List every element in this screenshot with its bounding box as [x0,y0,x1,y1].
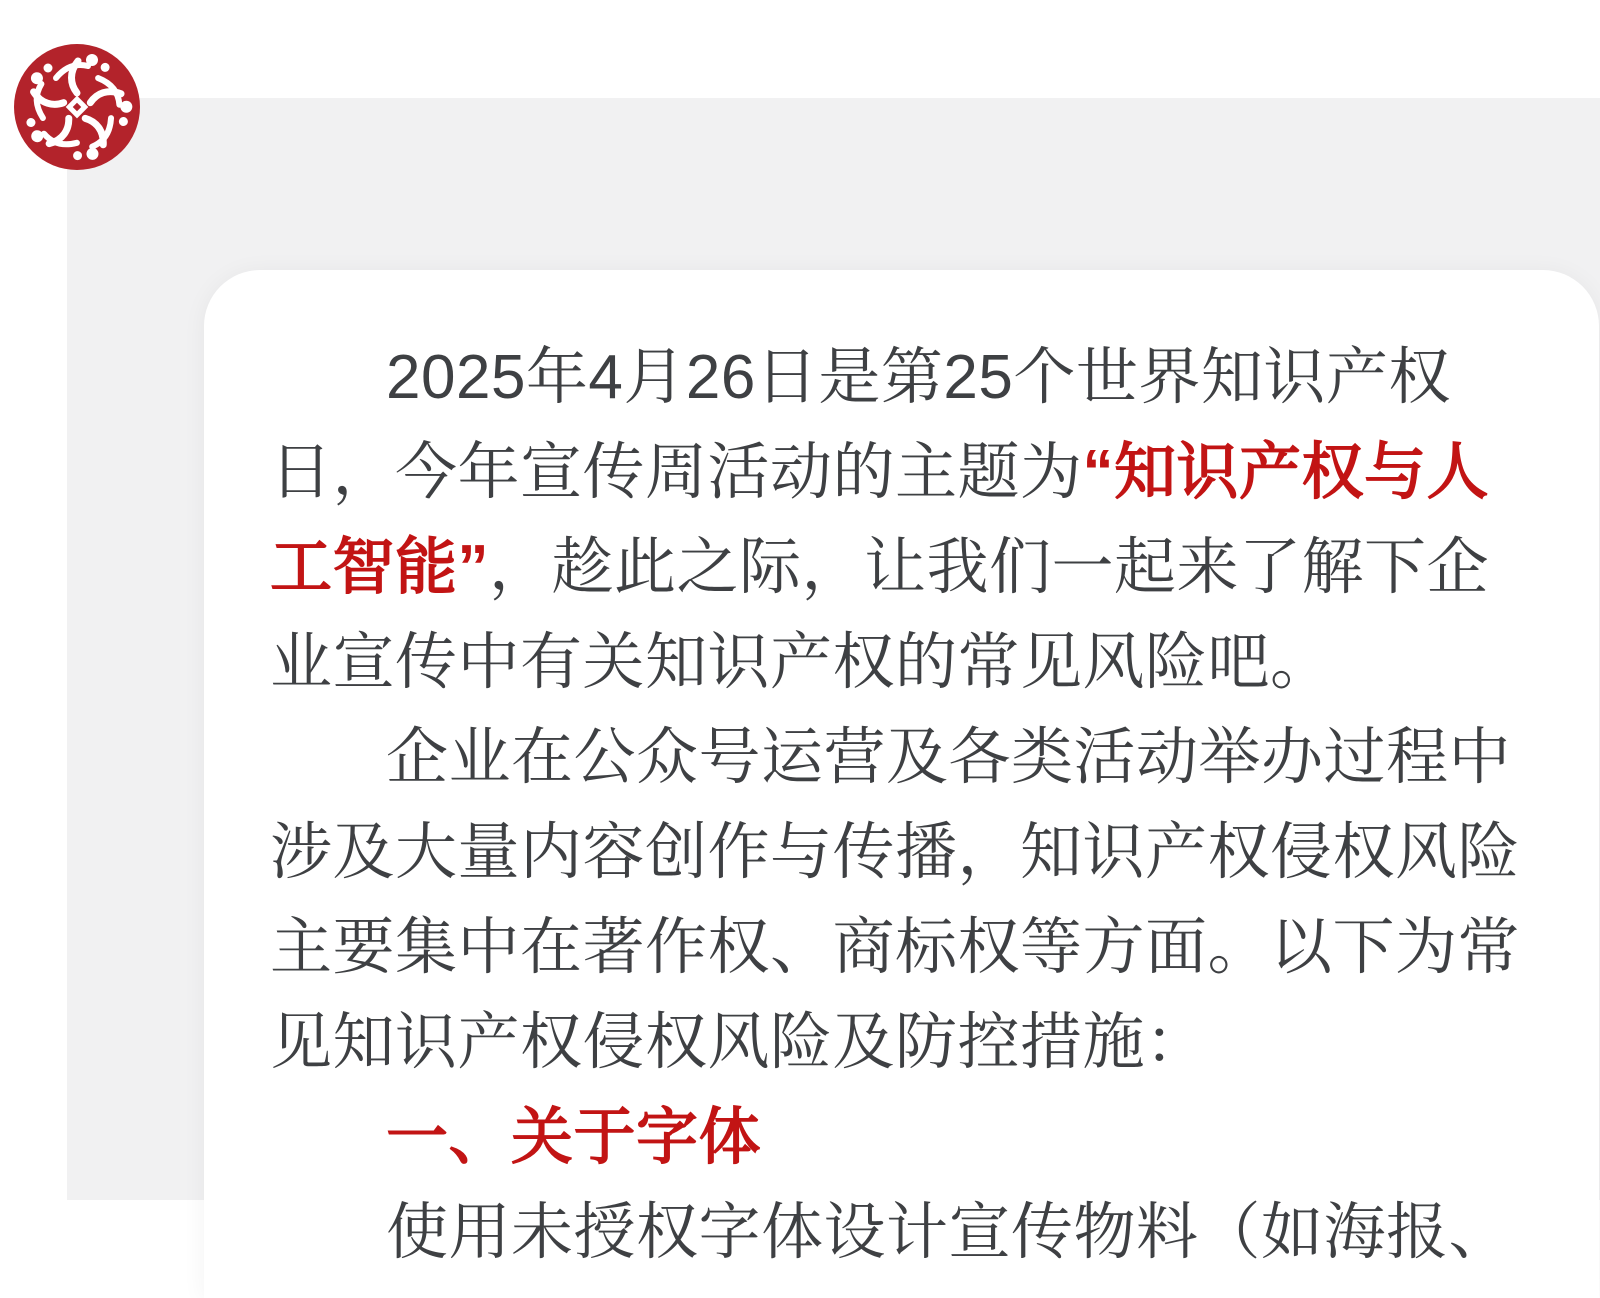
body-text: 企业在公众号运营及各类活动举办过程中 [386,723,1512,792]
article-line [270,900,1533,995]
body-text: 使用未授权字体设计宣传物料（如海报、 [386,1198,1512,1267]
highlight-red-text: 工智能” [270,533,490,602]
body-text: 涉及大量内容创作与传播，知识产权侵权风险 [270,818,1521,887]
article-line [270,425,1533,520]
seal-emblem-icon [13,43,141,171]
section-heading [270,1090,1533,1185]
article-line [270,710,1533,805]
article-card [204,270,1599,1298]
body-text: 主要集中在著作权、商标权等方面。以下为常 [270,913,1521,982]
article-body [204,270,1599,1280]
article-line [270,615,1533,710]
highlight-red-text: 一、关于字体 [386,1103,762,1172]
article-line [270,520,1533,615]
body-text: 日，今年宣传周活动的主题为 [270,438,1083,507]
body-text: 2025年4月26日是第25个世界知识产权 [386,343,1451,412]
content-panel [67,98,1600,1267]
body-text: 见知识产权侵权风险及防控措施： [270,1008,1208,1077]
body-text: 业宣传中有关知识产权的常见风险吧。 [270,628,1333,697]
article-line [270,805,1533,900]
article-line [270,995,1533,1090]
article-line [270,1185,1533,1280]
body-text: ，趁此之际，让我们一起来了解下企 [489,533,1490,602]
account-avatar[interactable] [13,43,141,171]
article-line [270,330,1533,425]
highlight-red-text: “知识产权与人 [1082,438,1490,507]
